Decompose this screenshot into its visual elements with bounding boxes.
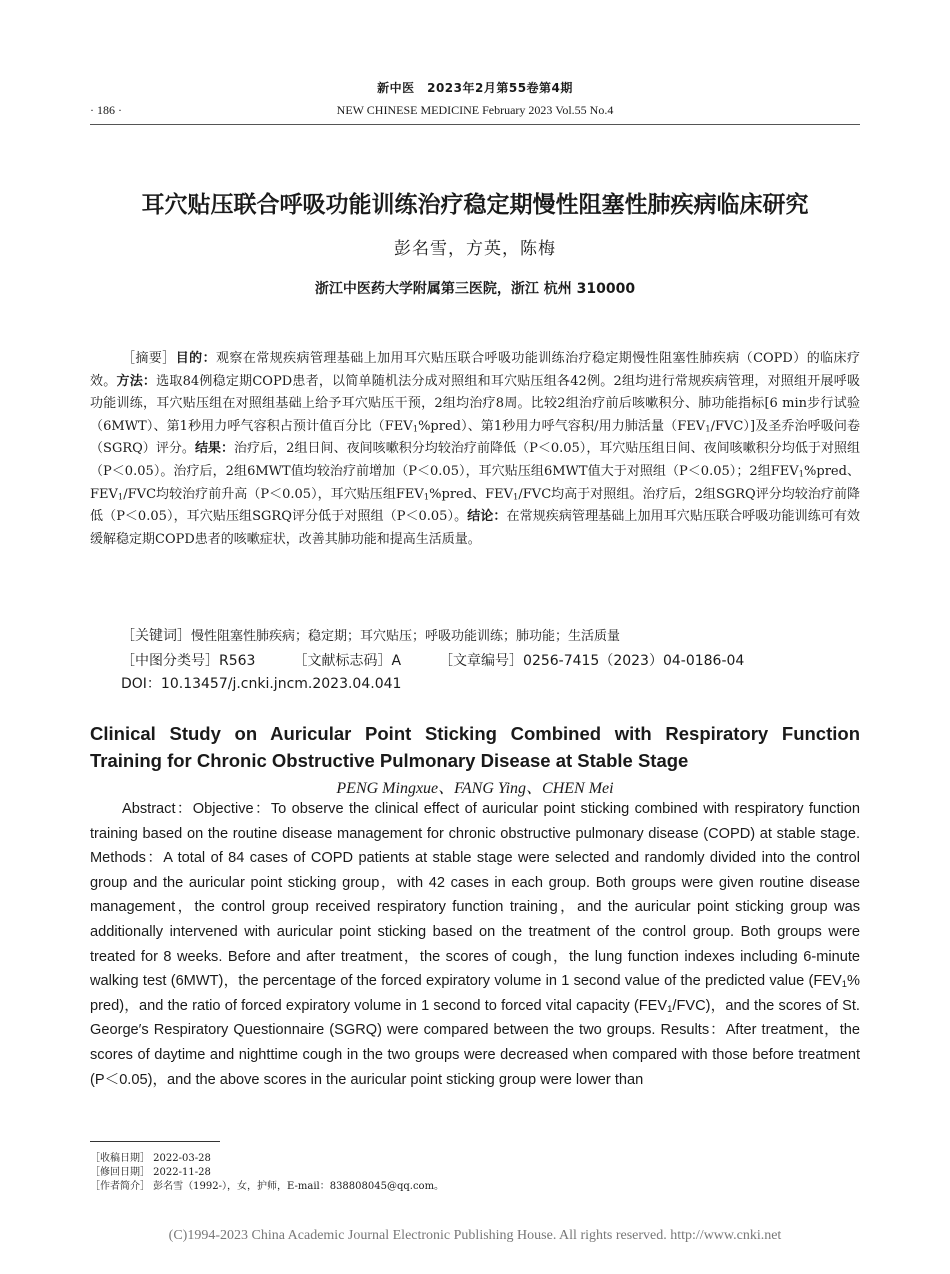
methods-text-cn: 选取84例稳定期COPD患者，以简单随机法分成对照组和耳穴贴压组各42例。2组均进行常规疾病管理，对照组开展呼吸功能训练，耳穴贴压组在对照组基础上给予耳穴贴压干预，2组均治疗8周。比较2组治疗前后咳嗽积分、肺功能指标[6 min步行试验（6MWT）、第1秒用力呼气容积占预计值百分比（FEV [90,373,860,434]
subscript: 1 [667,1003,673,1015]
subscript: 1 [423,491,430,502]
doi: DOI：10.13457/j.cnki.jncm.2023.04.041 [121,676,402,692]
methods-text-cn: %pred）、第1秒用力呼气容积/用力肺活量（FEV [418,418,706,434]
results-text-en: After treatment，the scores of daytime and nighttime cough in the two groups were decreased when compared with those before treatment (P＜0.05)，and the above scores in the auricular point sticking group were lower than [90,1022,860,1088]
subscript: 1 [841,979,848,991]
author-bio: ［作者简介］ 彭名雪（1992-），女，护师，E-mail：838808045@qq.com。 [90,1181,445,1192]
clc-value: R563 [219,653,256,669]
clc-label: ［中图分类号］ [121,653,219,669]
subscript: 1 [117,491,124,502]
conclusion-label-cn: 结论： [467,509,507,525]
journal-header-en: NEW CHINESE MEDICINE February 2023 Vol.55 No.4 [336,103,614,117]
doc-code-label: ［文献标志码］ [293,653,392,669]
methods-label-en: Methods： [90,850,164,867]
keywords [121,625,620,645]
authors-en: PENG Mingxue、FANG Ying、CHEN Mei [336,780,614,797]
article-title-cn: 耳穴贴压联合呼吸功能训练治疗稳定期慢性阻塞性肺疾病临床研究 [141,192,809,218]
affiliation-cn: 浙江中医药大学附属第三医院，浙江 杭州 310000 [314,281,636,297]
methods-text-en: A total of 84 cases of COPD patients at stable stage were selected and randomly divided into the control group and the auricular point sticking group，with 42 cases in each group. Both groups were given routine disease management，the control group received respiratory function training，and the auricular point sticking group was additionally intervened with auricular point sticking based on the treatment of the control group. Both groups were treated for 8 weeks. Before and after treatment，the scores of cough，the lung function indexes including 6-minute walking test (6MWT)，the percentage of the forced expiratory volume in 1 second value of the predicted value (FEV [90,850,860,990]
running-header [90,103,860,119]
article-number-label: ［文章编号］ [439,653,524,669]
page-number: · 186 · [90,103,122,117]
subscript: 1 [513,491,519,502]
footnote-divider [90,1141,220,1142]
authors-cn: 彭名雪，方英，陈梅 [394,239,556,259]
subscript: 1 [705,423,711,434]
subscript: 1 [412,423,419,434]
objective-label-en: Objective： [192,801,271,817]
methods-label-cn: 方法： [116,373,157,389]
objective-label-cn: 目的： [175,351,216,366]
results-label-cn: 结果： [194,441,235,457]
doc-code-value: A [391,653,402,669]
results-label-en: Results： [660,1022,726,1039]
revised-date: ［修回日期］ 2022-11-28 [90,1167,211,1178]
journal-header: 新中医 2023年2月第55卷第4期 [377,81,573,95]
header-divider [90,124,860,125]
objective-text-en: To observe the clinical effect of auricular point sticking combined with respiratory function training based on the routine disease management for chronic obstructive pulmonary disease (COPD) at stable stage. [90,801,860,842]
article-number-value: 0256-7415（2023）04-0186-04 [523,653,745,669]
classification-line [121,650,744,670]
abstract-en-label: Abstract： [122,801,193,817]
keywords-label: ［关键词］ [121,628,191,644]
article-title-en [90,720,860,774]
received-date: ［收稿日期］ 2022-03-28 [90,1153,211,1164]
title-en-line-1: Clinical Study on Auricular Point Sticking Combined with Respiratory Function [90,723,860,744]
methods-text-en: /FVC)，and the scores of St. George′s Respiratory Questionnaire (SGRQ) were compared between the two groups. [90,997,860,1039]
copyright-watermark: (C)1994-2023 China Academic Journal Electronic Publishing House. All rights reserved. http://www.cnki.net [168,1228,782,1243]
footnotes [90,1152,790,1194]
results-text-cn: %pred、FEV [90,463,860,502]
results-text-cn: 治疗后，2组日间、夜间咳嗽积分均较治疗前降低（P＜0.05），耳穴贴压组日间、夜间咳嗽积分均低于对照组（P＜0.05）。治疗后，2组6MWT值均较治疗前增加（P＜0.05），耳穴贴压组6MWT值大于对照组（P＜0.05）；2组FEV [90,441,860,479]
subscript: 1 [798,468,805,479]
methods-text-cn: /FVC）]及圣乔治呼吸问卷（SGRQ）评分。 [90,418,861,457]
methods-text-en: % pred)，and the ratio of forced expiratory volume in 1 second to forced vital capacity (FEV [90,973,860,1014]
results-text-cn: /FVC均较治疗前升高（P＜0.05），耳穴贴压组FEV [123,486,424,502]
abstract-cn [90,348,860,551]
keywords-value: 慢性阻塞性肺疾病；稳定期；耳穴贴压；呼吸功能训练；肺功能；生活质量 [191,629,621,644]
objective-text-cn: 观察在常规疾病管理基础上加用耳穴贴压联合呼吸功能训练治疗稳定期慢性阻塞性肺疾病（COPD）的临床疗效。 [90,351,860,389]
conclusion-text-cn: 在常规疾病管理基础上加用耳穴贴压联合呼吸功能训练可有效缓解稳定期COPD患者的咳嗽症状，改善其肺功能和提高生活质量。 [90,509,860,547]
results-text-cn: %pred、FEV [429,486,514,502]
results-text-cn: /FVC均高于对照组。治疗后，2组SGRQ评分均较治疗前降低（P＜0.05），耳穴贴压组SGRQ评分低于对照组（P＜0.05）。 [90,486,860,525]
abstract-cn-label: ［摘要］ [122,351,176,366]
abstract-en [90,797,860,1092]
title-en-line-2: Training for Chronic Obstructive Pulmonary Disease at Stable Stage [90,750,689,771]
